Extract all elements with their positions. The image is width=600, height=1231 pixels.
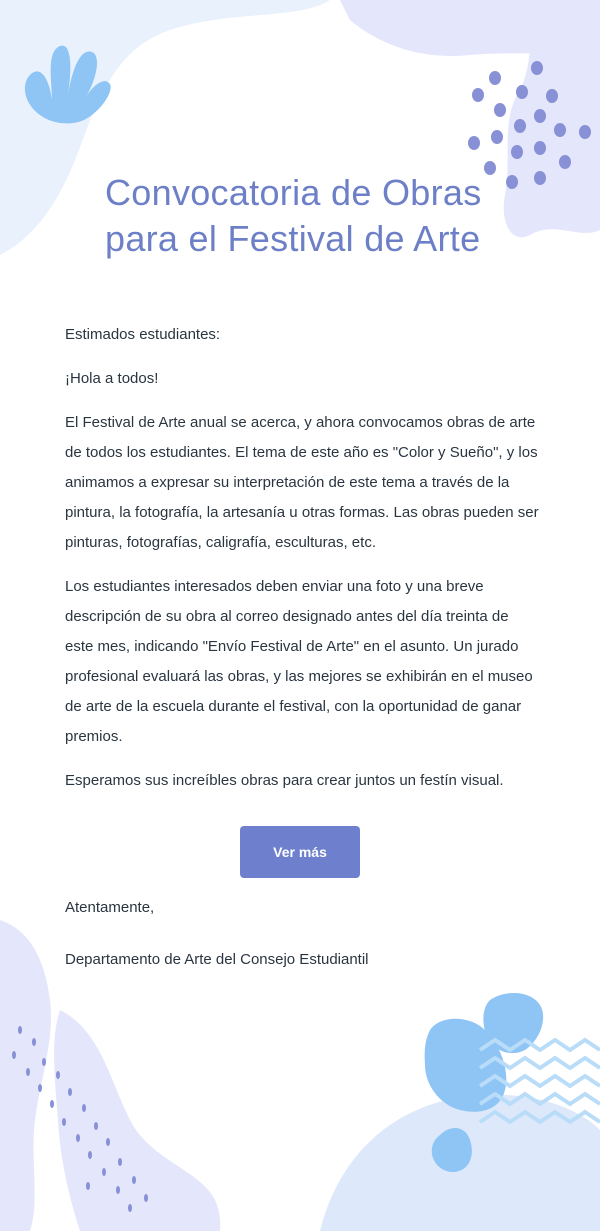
paragraph-instructions: Los estudiantes interesados deben enviar una foto y una breve descripción de su obra al correo designado antes del día treinta de este mes, indicando "Envío Festival de Arte" en el asunto. Un jurado profesional evaluará las obras, y las mejores se exhibirán en el museo de arte de la escuela durante el festival, con la oportunidad de ganar premios. [65, 578, 533, 745]
paragraph-intro: El Festival de Arte anual se acerca, y ahora convocamos obras de arte de todos los estudiantes. El tema de este año es "Color y Sueño", y los animamos a expresar su interpretación de este tema a través de la pintura, la fotografía, la artesanía u otras formas. Las obras pueden ser pinturas, fotografías, caligrafía, esculturas, etc. [65, 414, 539, 551]
bottom-left-blob [0, 920, 51, 1231]
title-line-1: Convocatoria de Obras [105, 172, 482, 213]
message-body [65, 320, 540, 810]
salutation: ¡Hola a todos! [65, 370, 159, 387]
signoff: Atentamente, [65, 899, 155, 916]
bottom-left-wave [54, 1010, 220, 1231]
title-line-2: para el Festival de Arte [105, 218, 481, 259]
signature: Departamento de Arte del Consejo Estudiantil [65, 951, 369, 968]
signature-block [65, 893, 540, 997]
page-title [105, 170, 565, 262]
see-more-button[interactable]: Ver más [240, 826, 360, 878]
paragraph-closing: Esperamos sus increíbles obras para crear juntos un festín visual. [65, 772, 504, 789]
greeting: Estimados estudiantes: [65, 326, 221, 343]
